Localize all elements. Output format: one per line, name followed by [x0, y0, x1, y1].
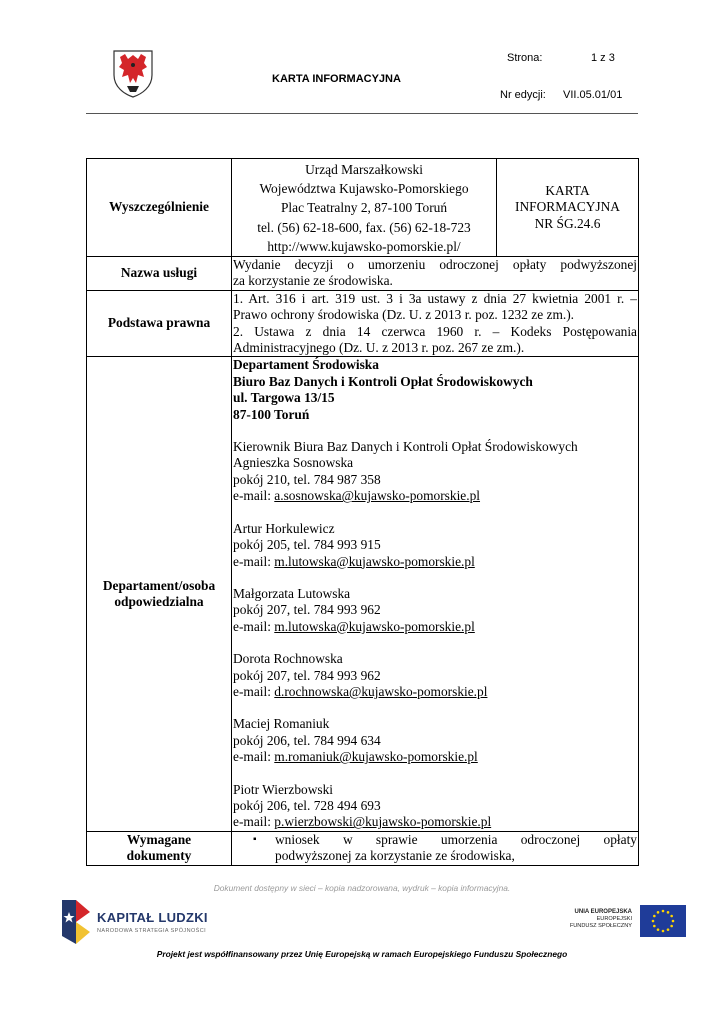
row-label	[87, 357, 232, 831]
person-room: pokój 206, tel. 728 494 693	[233, 797, 381, 813]
person-name: Małgorzata Lutowska	[233, 585, 351, 601]
email-link[interactable]: m.lutowska@kujawsko-pomorskie.pl	[274, 618, 475, 634]
table-row	[87, 357, 639, 831]
office-line: Plac Teatralny 2, 87-100 Toruń	[280, 200, 448, 216]
dept-line: 87-100 Toruń	[233, 406, 310, 422]
project-note: Projekt jest współfinansowany przez Unię Europejską w ramach Europejskiego Funduszu Społecznego	[156, 949, 568, 959]
card-number	[497, 159, 639, 257]
office-line: Urząd Marszałkowski	[305, 162, 423, 177]
email-link[interactable]: m.lutowska@kujawsko-pomorskie.pl	[274, 553, 475, 569]
kapital-ludzki-logo-icon	[58, 898, 94, 946]
row-label	[87, 831, 232, 865]
email-link[interactable]: d.rochnowska@kujawsko-pomorskie.pl	[274, 683, 488, 699]
page-label: Strona:	[507, 52, 543, 64]
bullet-icon: ▪	[253, 833, 257, 845]
person-email: e-mail: p.wierzbowski@kujawsko-pomorskie.pl	[233, 814, 492, 830]
card-line: KARTA	[545, 182, 590, 198]
eu-text	[560, 909, 632, 930]
eu-star-icon	[652, 920, 655, 923]
table-row	[87, 290, 639, 357]
table-row	[87, 831, 639, 865]
coat-of-arms-logo	[111, 48, 155, 98]
card-line: INFORMACYJNA	[515, 199, 620, 215]
dept-line: Biuro Baz Danych i Kontroli Opłat Środowiskowych	[233, 373, 533, 389]
person-email: e-mail: a.sosnowska@kujawsko-pomorskie.pl	[233, 488, 481, 504]
eu-star-icon	[657, 928, 660, 931]
eu-star-icon	[657, 911, 660, 914]
row-label-line: Wymagane	[126, 831, 192, 847]
text-line: Prawo ochrony środowiska (Dz. U. z 2013 r. poz. 1232 ze zm.).	[233, 307, 575, 323]
eu-star-icon	[667, 911, 670, 914]
person-name: Agnieszka Sosnowska	[233, 455, 354, 471]
list-item	[233, 832, 637, 865]
required-documents	[232, 831, 639, 865]
table-row	[87, 159, 639, 257]
person-role: Kierownik Biura Baz Danych i Kontroli Opłat Środowiskowych	[233, 439, 578, 455]
row-label-line: Departament/osoba	[102, 577, 216, 593]
footer-note: Dokument dostępny w sieci – kopia nadzorowana, wydruk – kopia informacyjna.	[213, 883, 511, 893]
person-room: pokój 207, tel. 784 993 962	[233, 602, 381, 618]
person-email: e-mail: d.rochnowska@kujawsko-pomorskie.pl	[233, 683, 488, 699]
row-label-line: odpowiedzialna	[114, 594, 204, 610]
eu-star-icon	[670, 915, 673, 918]
card-line: NR ŚG.24.6	[534, 215, 601, 231]
eu-star-icon	[653, 915, 656, 918]
office-line: Województwa Kujawsko-Pomorskiego	[259, 181, 469, 197]
row-label: Wyszczególnienie	[87, 159, 232, 257]
row-label: Nazwa usługi	[87, 257, 232, 291]
kapital-ludzki-name: KAPITAŁ LUDZKI	[97, 910, 208, 925]
eu-star-icon	[653, 925, 656, 928]
header-divider	[86, 113, 638, 114]
person-room: pokój 205, tel. 784 993 915	[233, 537, 381, 553]
email-link[interactable]: p.wierzbowski@kujawsko-pomorskie.pl	[274, 814, 492, 830]
person-name: Dorota Rochnowska	[233, 651, 343, 667]
row-label: Podstawa prawna	[87, 290, 232, 357]
text-line: podwyższonej za korzystanie ze środowiska,	[275, 848, 515, 864]
person-room: pokój 207, tel. 784 993 962	[233, 667, 381, 683]
service-name	[232, 257, 639, 291]
dept-line: Departament Środowiska	[233, 357, 379, 373]
eu-line: FUNDUSZ SPOŁECZNY	[569, 923, 632, 929]
email-link[interactable]: m.romaniuk@kujawsko-pomorskie.pl	[274, 749, 478, 765]
legal-basis	[232, 290, 639, 357]
dept-line: ul. Targowa 13/15	[233, 390, 335, 406]
office-line: tel. (56) 62-18-600, fax. (56) 62-18-723	[257, 219, 471, 235]
text-line: 1. Art. 316 i art. 319 ust. 3 i 3a ustawy z dnia 27 kwietnia 2001 r. –	[233, 290, 637, 306]
eu-star-icon	[662, 910, 665, 913]
person-room: pokój 210, tel. 784 987 358	[233, 471, 381, 487]
eu-star-icon	[670, 925, 673, 928]
person-name: Artur Horkulewicz	[233, 520, 335, 536]
eu-star-icon	[662, 930, 665, 933]
person-email: e-mail: m.lutowska@kujawsko-pomorskie.pl	[233, 618, 475, 634]
person-email: e-mail: m.lutowska@kujawsko-pomorskie.pl	[233, 553, 475, 569]
table-row	[87, 257, 639, 291]
edition-label: Nr edycji:	[500, 89, 546, 101]
info-table	[86, 158, 639, 866]
person-room: pokój 206, tel. 784 994 634	[233, 732, 381, 748]
text-line: Administracyjnego (Dz. U. z 2013 r. poz. 267 ze zm.).	[233, 340, 525, 356]
edition-number: VII.05.01/01	[563, 89, 623, 101]
row-label-line: dokumenty	[126, 848, 192, 864]
text-line: 2. Ustawa z dnia 14 czerwca 1960 r. – Kodeks Postępowania	[233, 323, 637, 339]
text-line: wniosek w sprawie umorzenia odroczonej opłaty	[275, 831, 637, 847]
person-name: Maciej Romaniuk	[233, 716, 330, 732]
office-website-link[interactable]: http://www.kujawsko-pomorskie.pl/	[267, 238, 461, 254]
text-line: Wydanie decyzji o umorzeniu odroczonej opłaty podwyższonej	[233, 257, 637, 273]
eu-star-icon	[672, 920, 675, 923]
office-address	[232, 159, 497, 257]
text-line: za korzystanie ze środowiska.	[233, 273, 393, 289]
page-number: 1 z 3	[591, 52, 615, 64]
person-name: Piotr Wierzbowski	[233, 781, 334, 797]
kapital-ludzki-subtitle: NARODOWA STRATEGIA SPÓJNOŚCI	[97, 928, 206, 934]
eu-flag-icon	[640, 905, 686, 937]
email-link[interactable]: a.sosnowska@kujawsko-pomorskie.pl	[274, 488, 481, 504]
eu-star-icon	[667, 928, 670, 931]
header-title: KARTA INFORMACYJNA	[272, 73, 401, 85]
responsible-department	[232, 357, 639, 831]
eu-title: UNIA EUROPEJSKA	[574, 909, 632, 915]
person-email: e-mail: m.romaniuk@kujawsko-pomorskie.pl	[233, 749, 478, 765]
eu-line: EUROPEJSKI	[596, 916, 632, 922]
